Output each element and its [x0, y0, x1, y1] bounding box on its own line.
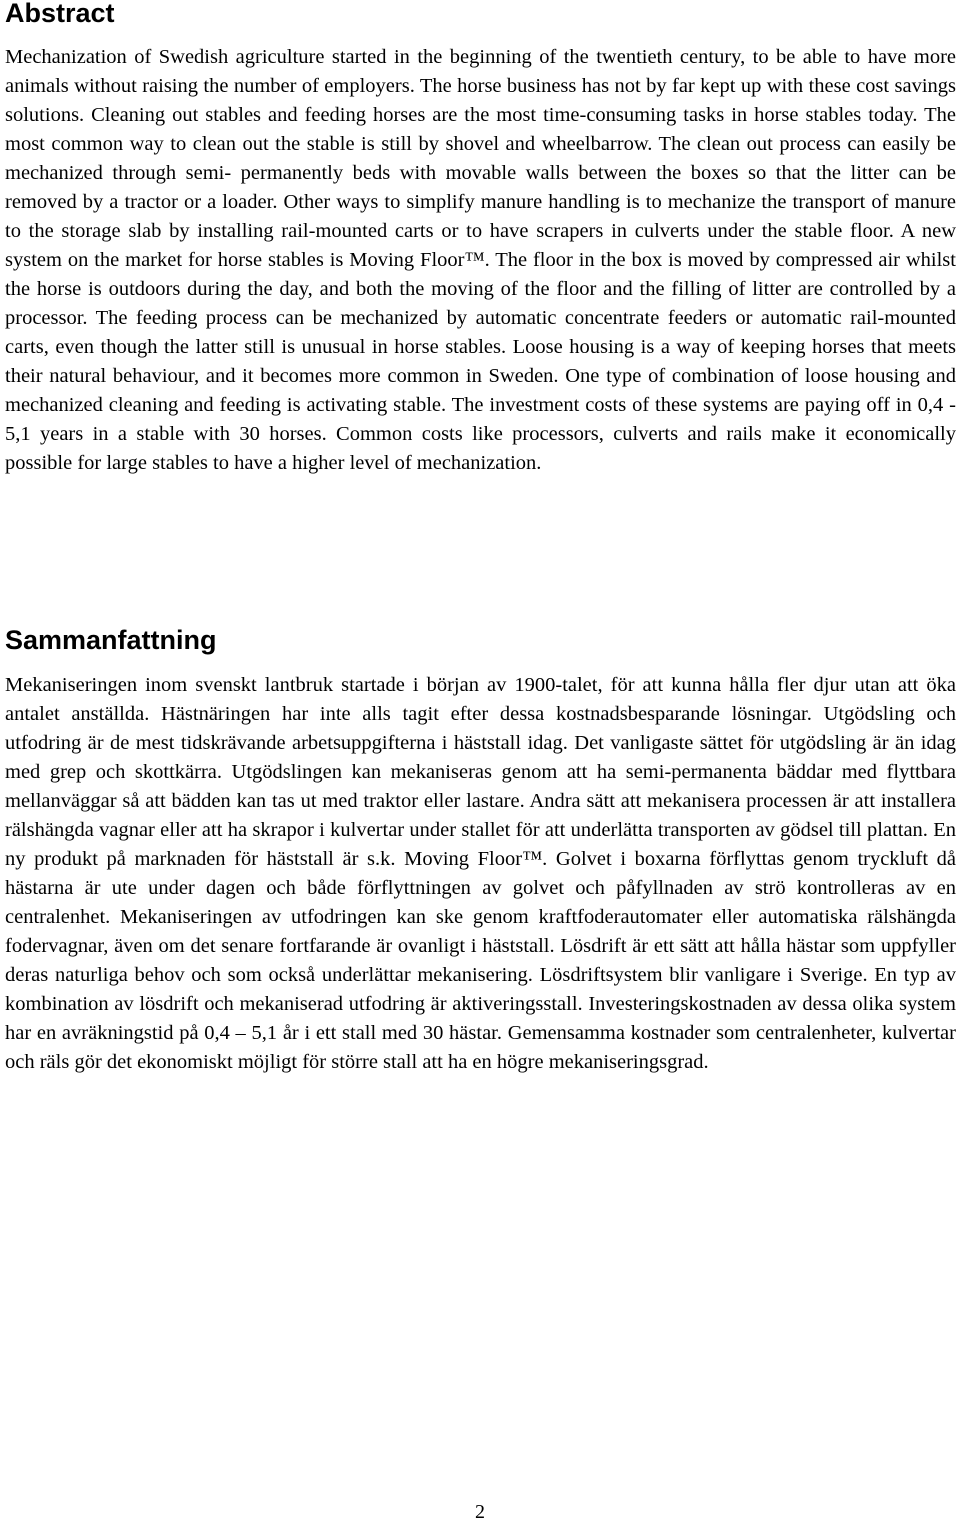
abstract-paragraph: Mechanization of Swedish agriculture started in the beginning of the twentieth century, to be able to have more animals without raising the number of employers. The horse business has not by far kept up with these cost savings solutions. Cleaning out stables and feeding horses are the most time-consuming tasks in horse stables today. The most common way to clean out the stable is still by shovel and wheelbarrow. The clean out process can easily be mechanized through semi- permanently beds with movable walls between the boxes so that the litter can be removed by a tractor or a loader. Other ways to simplify manure handling is to mechanize the transport of manure to the storage slab by installing rail-mounted carts or to have scrapers in culverts under the stable floor. A new system on the market for horse stables is Moving Floor™. The floor in the box is moved by compressed air whilst the horse is outdoors during the day, and both the moving of the floor and the filling of litter are controlled by a processor. The feeding process can be mechanized by automatic concentrate feeders or automatic rail-mounted carts, even though the latter still is unusual in horse stables. Loose housing is a way of keeping horses that meets their natural behaviour, and it becomes more common in Sweden. One type of combination of loose housing and mechanized cleaning and feeding is activating stable. The investment costs of these systems are paying off in 0,4 - 5,1 years in a stable with 30 horses. Common costs like processors, culverts and rails make it economically possible for large stables to have a higher level of mechanization. — [5, 46, 956, 474]
sammanfattning-heading: Sammanfattning — [5, 625, 217, 655]
abstract-heading: Abstract — [5, 0, 115, 28]
sammanfattning-paragraph: Mekaniseringen inom svenskt lantbruk startade i början av 1900-talet, för att kunna hålla fler djur utan att öka antalet anställda. Hästnäringen har inte alls tagit efter dessa kostnadsbesparande lösningar. Utgödsling och utfodring är de mest tidskrävande arbetsuppgifterna i häststall idag. Det vanligaste sättet för utgödsling är än idag med grep och skottkärra. Utgödslingen kan mekaniseras genom att ha semi-permanenta bäddar med flyttbara mellanväggar så att bädden kan tas ut med traktor eller lastare. Andra sätt att mekanisera processen är att installera rälshängda vagnar eller att ha skrapor i kulvertar under stallet för att underlätta transporten av gödsel till plattan. En ny produkt på marknaden för häststall är s.k. Moving Floor™. Golvet i boxarna förflyttas genom tryckluft då hästarna är ute under dagen och både förflyttningen av golvet och påfyllnaden av strö kontrolleras av en centralenhet. Mekaniseringen av utfodringen kan ske genom kraftfoderautomater eller automatiska rälshängda fodervagnar, även om det senare fortfarande är ovanligt i häststall. Lösdrift är ett sätt att hålla hästar som uppfyller deras naturliga behov och som också underlättar mekanisering. Lösdriftsystem blir vanligare i Sverige. En typ av kombination av lösdrift och mekaniserad utfodring är aktiveringsstall. Investeringskostnaden av dessa olika system har en avräkningstid på 0,4 – 5,1 år i ett stall med 30 hästar. Gemensamma kostnader som centralenheter, kulvertar och räls gör det ekonomiskt möjligt för större stall att ha en högre mekaniseringsgrad. — [5, 674, 956, 1073]
page-number: 2 — [475, 1501, 485, 1523]
